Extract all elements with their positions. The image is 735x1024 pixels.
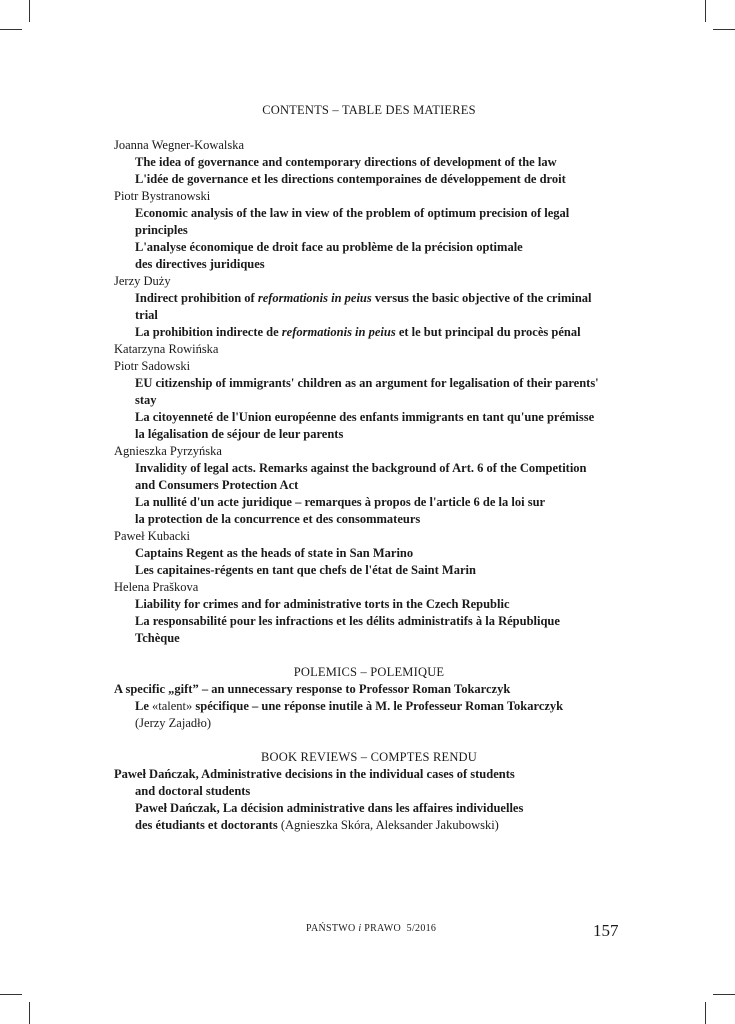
review-reviewers: (Agnieszka Skóra, Aleksander Jakubowski) bbox=[277, 818, 499, 832]
toc-title-en: Captains Regent as the heads of state in San Marino bbox=[135, 546, 414, 560]
toc-title-fr-cont: Tchèque bbox=[135, 631, 180, 645]
review-title-fr-cont: des étudiants et doctorants (Agnieszka Skóra, Aleksander Jakubowski) bbox=[135, 818, 499, 832]
journal-footer: PAŃSTWO i PRAWO 5/2016 bbox=[306, 923, 437, 934]
crop-mark-top-right-horizontal bbox=[713, 29, 735, 30]
crop-mark-top-right-vertical bbox=[705, 0, 706, 22]
toc-title-en-cont: trial bbox=[135, 308, 158, 322]
polemics-author: (Jerzy Zajadło) bbox=[135, 716, 212, 730]
toc-title-en: Invalidity of legal acts. Remarks against the background of Art. 6 of the Competition bbox=[135, 461, 587, 475]
toc-title-fr-cont: la protection de la concurrence et des consommateurs bbox=[135, 512, 421, 526]
crop-mark-top-left-vertical bbox=[29, 0, 30, 22]
review-title-fr: Paweł Dańczak, La décision administrative dans les affaires individuelles bbox=[135, 801, 524, 815]
toc-title-en-cont: principles bbox=[135, 223, 188, 237]
issue-number: 5/2016 bbox=[406, 923, 437, 934]
toc-title-en: Economic analysis of the law in view of the problem of optimum precision of legal bbox=[135, 206, 570, 220]
toc-title-en: The idea of governance and contemporary directions of development of the law bbox=[135, 155, 557, 169]
toc-title-fr: La responsabilité pour les infractions et les délits administratifs à la République bbox=[135, 614, 560, 628]
toc-author: Jerzy Duży bbox=[114, 274, 171, 288]
toc-author: Agnieszka Pyrzyńska bbox=[114, 444, 222, 458]
toc-title-fr: La prohibition indirecte de reformationis in peius et le but principal du procès pénal bbox=[135, 325, 581, 339]
crop-mark-bottom-right-vertical bbox=[705, 1002, 706, 1024]
toc-author: Joanna Wegner-Kowalska bbox=[114, 138, 245, 152]
toc-title-fr-cont: des directives juridiques bbox=[135, 257, 265, 271]
toc-title-en-cont: and Consumers Protection Act bbox=[135, 478, 299, 492]
toc-title-fr: Les capitaines-régents en tant que chefs de l'état de Saint Marin bbox=[135, 563, 476, 577]
toc-author: Paweł Kubacki bbox=[114, 529, 191, 543]
toc-title-fr-cont: la légalisation de séjour de leur parents bbox=[135, 427, 344, 441]
reviews-heading: BOOK REVIEWS – COMPTES RENDU bbox=[260, 750, 478, 764]
toc-author: Katarzyna Rowińska bbox=[114, 342, 219, 356]
polemics-heading: POLEMICS – POLEMIQUE bbox=[293, 665, 445, 679]
contents-list bbox=[114, 137, 624, 647]
toc-author: Piotr Sadowski bbox=[114, 359, 191, 373]
toc-title-fr: La citoyenneté de l'Union européenne des enfants immigrants en tant qu'une prémisse bbox=[135, 410, 595, 424]
page-number: 157 bbox=[593, 921, 619, 940]
toc-title-en-cont: stay bbox=[135, 393, 157, 407]
contents-heading: CONTENTS – TABLE DES MATIERES bbox=[262, 103, 476, 117]
polemics-title-en: A specific „gift” – an unnecessary response to Professor Roman Tokarczyk bbox=[114, 682, 511, 696]
toc-title-en: Liability for crimes and for administrative torts in the Czech Republic bbox=[135, 597, 510, 611]
polemics-list bbox=[114, 681, 624, 732]
toc-author: Helena Praškova bbox=[114, 580, 199, 594]
toc-title-en: Indirect prohibition of reformationis in peius versus the basic objective of the criminal bbox=[135, 291, 592, 305]
polemics-title-fr: Le «talent» spécifique – une réponse inutile à M. le Professeur Roman Tokarczyk bbox=[135, 699, 564, 713]
toc-title-fr: L'analyse économique de droit face au problème de la précision optimale bbox=[135, 240, 523, 254]
review-title-en: Paweł Dańczak, Administrative decisions in the individual cases of students bbox=[114, 767, 515, 781]
crop-mark-bottom-left-vertical bbox=[29, 1002, 30, 1024]
crop-mark-bottom-right-horizontal bbox=[713, 994, 735, 995]
review-title-en-cont: and doctoral students bbox=[135, 784, 251, 798]
toc-author: Piotr Bystranowski bbox=[114, 189, 211, 203]
reviews-list bbox=[114, 766, 624, 834]
toc-title-fr: L'idée de governance et les directions contemporaines de développement de droit bbox=[135, 172, 566, 186]
toc-title-fr: La nullité d'un acte juridique – remarques à propos de l'article 6 de la loi sur bbox=[135, 495, 546, 509]
crop-mark-bottom-left-horizontal bbox=[0, 994, 22, 995]
toc-title-en: EU citizenship of immigrants' children as an argument for legalisation of their parents' bbox=[135, 376, 599, 390]
crop-mark-top-left-horizontal bbox=[0, 29, 22, 30]
